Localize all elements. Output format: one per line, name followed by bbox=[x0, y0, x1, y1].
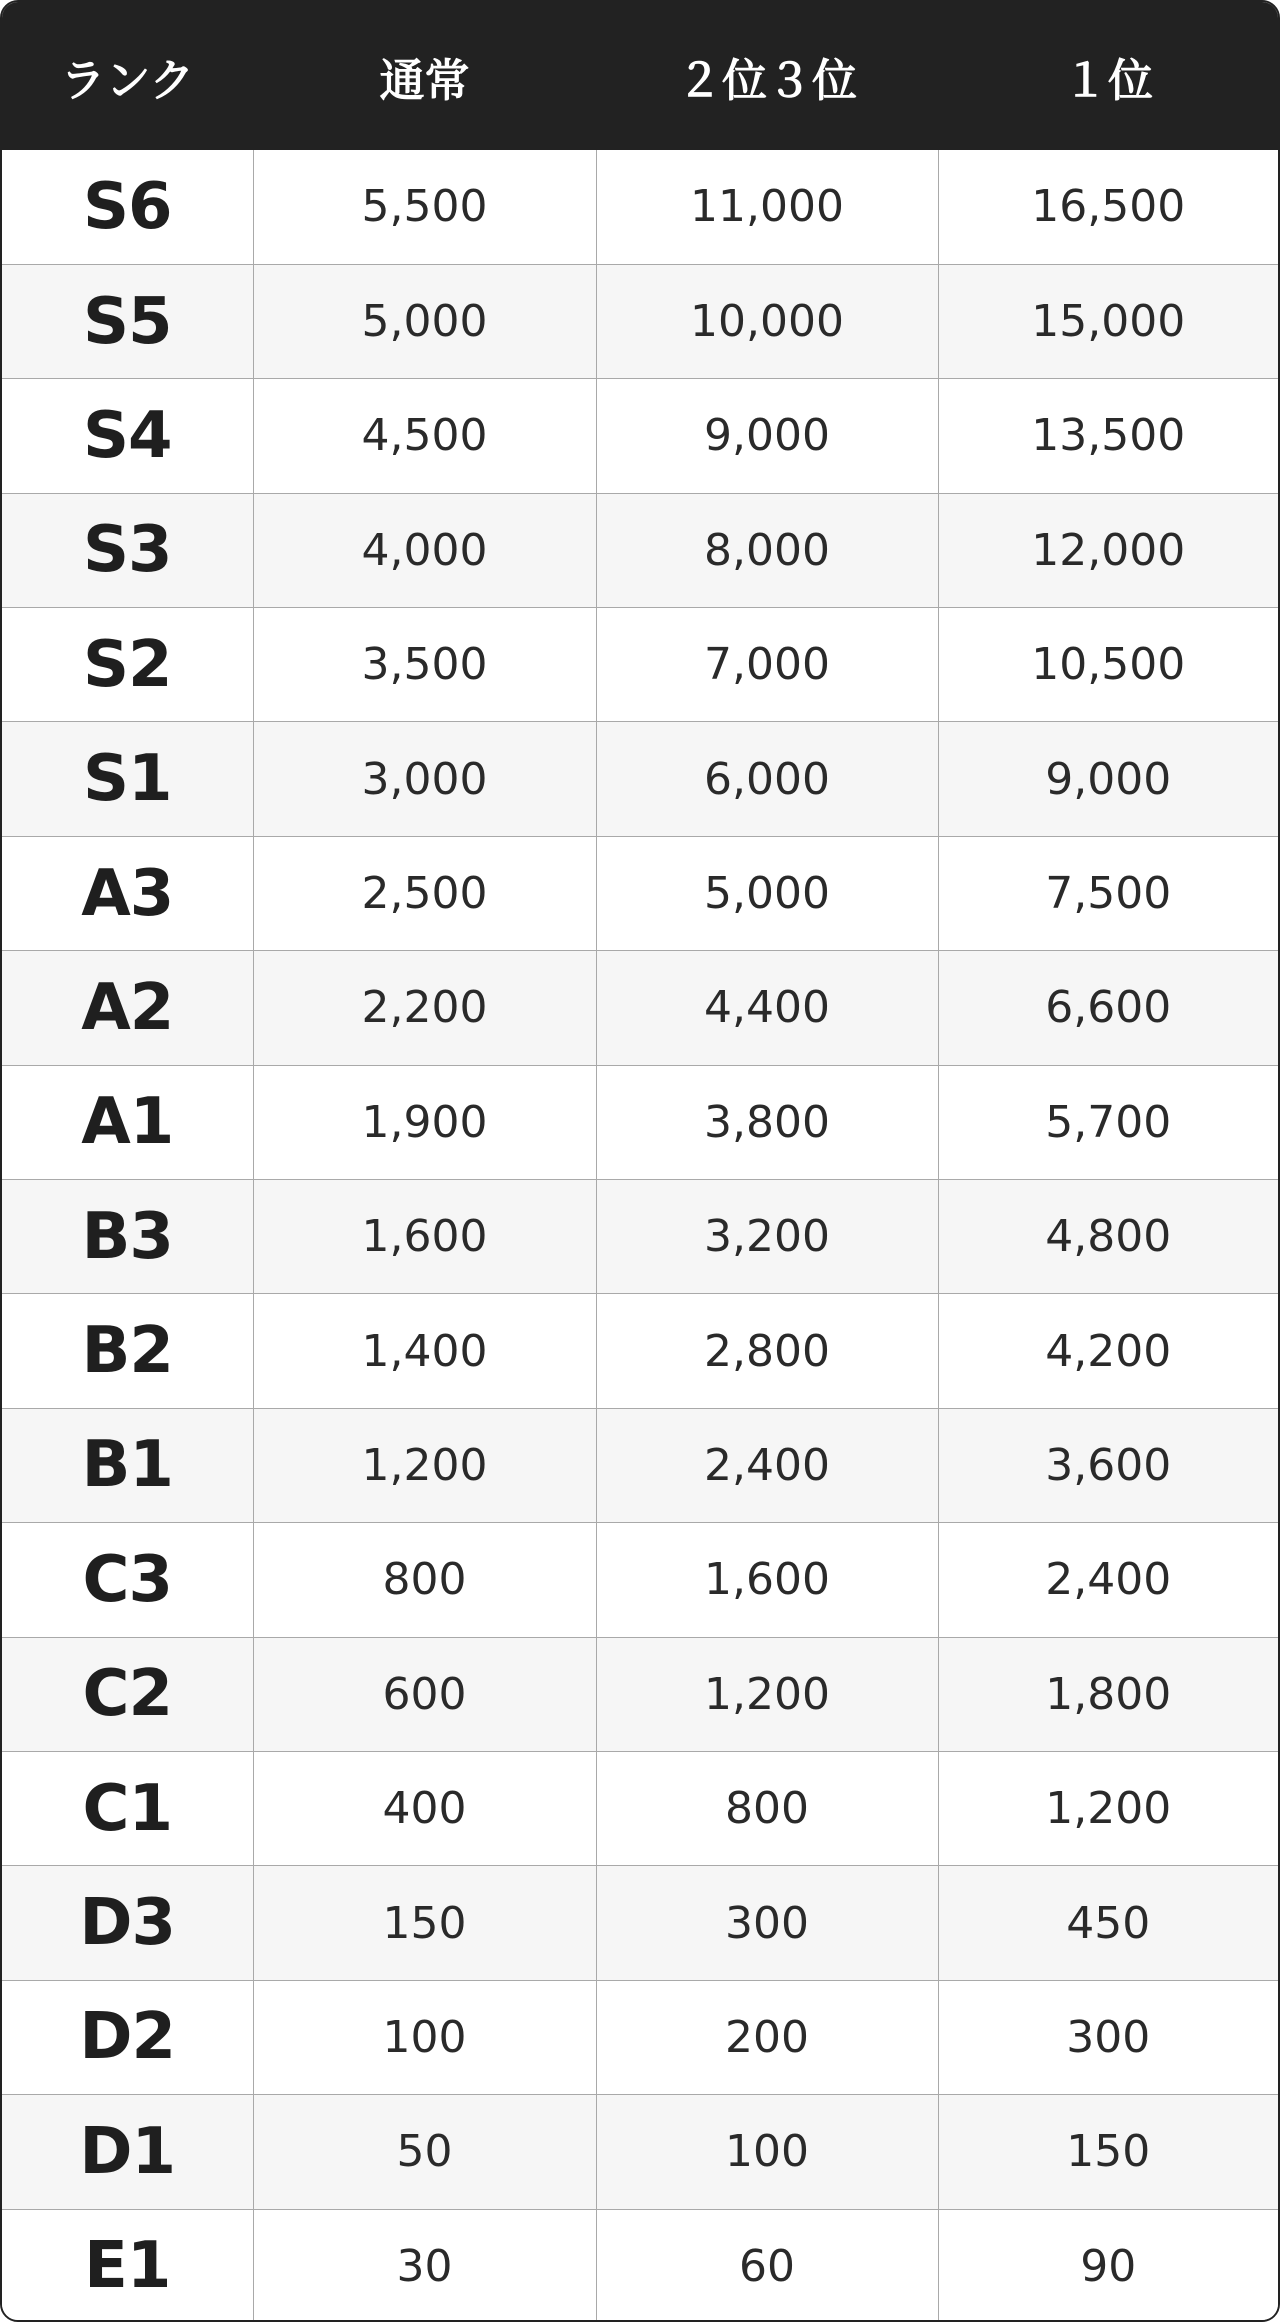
rank-cell: B3 bbox=[2, 1180, 253, 1294]
rank-cell: C2 bbox=[2, 1637, 253, 1751]
place-1-value-cell: 15,000 bbox=[938, 264, 1278, 378]
rank-table bbox=[2, 2, 1278, 2322]
place-2-3-value-cell: 2,400 bbox=[596, 1408, 938, 1522]
normal-value-cell: 1,400 bbox=[253, 1294, 596, 1408]
rank-cell: C3 bbox=[2, 1523, 253, 1637]
rank-cell: B1 bbox=[2, 1408, 253, 1522]
normal-value-cell: 30 bbox=[253, 2209, 596, 2322]
place-2-3-value-cell: 300 bbox=[596, 1866, 938, 1980]
place-2-3-value-cell: 200 bbox=[596, 1980, 938, 2094]
place-1-value-cell: 9,000 bbox=[938, 722, 1278, 836]
place-1-value-cell: 300 bbox=[938, 1980, 1278, 2094]
normal-value-cell: 3,500 bbox=[253, 608, 596, 722]
normal-value-cell: 5,500 bbox=[253, 150, 596, 264]
normal-value-cell: 2,200 bbox=[253, 951, 596, 1065]
table-row bbox=[2, 1294, 1278, 1408]
place-1-value-cell: 450 bbox=[938, 1866, 1278, 1980]
place-2-3-value-cell: 11,000 bbox=[596, 150, 938, 264]
place-1-value-cell: 7,500 bbox=[938, 836, 1278, 950]
table-header bbox=[2, 2, 1278, 150]
normal-value-cell: 2,500 bbox=[253, 836, 596, 950]
rank-cell: D3 bbox=[2, 1866, 253, 1980]
header-place-1: １位 bbox=[1062, 54, 1153, 106]
normal-value-cell: 5,000 bbox=[253, 264, 596, 378]
normal-value-cell: 50 bbox=[253, 2095, 596, 2209]
place-1-value-cell: 4,800 bbox=[938, 1180, 1278, 1294]
place-2-3-value-cell: 3,200 bbox=[596, 1180, 938, 1294]
normal-value-cell: 4,000 bbox=[253, 493, 596, 607]
table-row bbox=[2, 1180, 1278, 1294]
rank-cell: A3 bbox=[2, 836, 253, 950]
table-row bbox=[2, 1637, 1278, 1751]
header-normal: 通常 bbox=[379, 54, 470, 106]
table-row bbox=[2, 1523, 1278, 1637]
table-row bbox=[2, 1751, 1278, 1865]
place-1-value-cell: 2,400 bbox=[938, 1523, 1278, 1637]
rank-cell: A2 bbox=[2, 951, 253, 1065]
place-2-3-value-cell: 9,000 bbox=[596, 379, 938, 493]
table-row bbox=[2, 722, 1278, 836]
rank-cell: S6 bbox=[2, 150, 253, 264]
place-2-3-value-cell: 6,000 bbox=[596, 722, 938, 836]
place-1-value-cell: 90 bbox=[1080, 2240, 1137, 2292]
place-1-value-cell: 10,500 bbox=[938, 608, 1278, 722]
table-row bbox=[2, 1408, 1278, 1522]
place-1-value-cell: 13,500 bbox=[938, 379, 1278, 493]
table-row bbox=[2, 836, 1278, 950]
place-1-value-cell: 6,600 bbox=[938, 951, 1278, 1065]
normal-value-cell: 100 bbox=[253, 1980, 596, 2094]
table-body bbox=[2, 150, 1278, 2322]
place-2-3-value-cell: 2,800 bbox=[596, 1294, 938, 1408]
place-1-value-cell: 150 bbox=[938, 2095, 1278, 2209]
table-row bbox=[2, 1065, 1278, 1179]
normal-value-cell: 150 bbox=[253, 1866, 596, 1980]
rank-cell: D1 bbox=[2, 2095, 253, 2209]
header-place-2-3: ２位３位 bbox=[676, 54, 857, 106]
place-2-3-value-cell: 8,000 bbox=[596, 493, 938, 607]
header-rank: ランク bbox=[60, 54, 195, 106]
place-2-3-value-cell: 4,400 bbox=[596, 951, 938, 1065]
place-2-3-value-cell: 10,000 bbox=[596, 264, 938, 378]
normal-value-cell: 400 bbox=[253, 1751, 596, 1865]
place-2-3-value-cell: 800 bbox=[596, 1751, 938, 1865]
rank-cell: S4 bbox=[2, 379, 253, 493]
place-1-value-cell: 12,000 bbox=[938, 493, 1278, 607]
table-row bbox=[2, 1980, 1278, 2094]
normal-value-cell: 1,600 bbox=[253, 1180, 596, 1294]
table-row bbox=[2, 493, 1278, 607]
rank-cell: C1 bbox=[2, 1751, 253, 1865]
place-2-3-value-cell: 1,200 bbox=[596, 1637, 938, 1751]
normal-value-cell: 3,000 bbox=[253, 722, 596, 836]
place-2-3-value-cell: 7,000 bbox=[596, 608, 938, 722]
place-1-value-cell: 5,700 bbox=[938, 1065, 1278, 1179]
place-1-value-cell: 4,200 bbox=[938, 1294, 1278, 1408]
normal-value-cell: 4,500 bbox=[253, 379, 596, 493]
rank-cell: S3 bbox=[2, 493, 253, 607]
normal-value-cell: 600 bbox=[253, 1637, 596, 1751]
table-row bbox=[2, 608, 1278, 722]
table-row bbox=[2, 1866, 1278, 1980]
table-row bbox=[2, 951, 1278, 1065]
place-1-value-cell: 16,500 bbox=[938, 150, 1278, 264]
normal-value-cell: 1,200 bbox=[253, 1408, 596, 1522]
header-row bbox=[2, 2, 1278, 150]
rank-cell: A1 bbox=[2, 1065, 253, 1179]
rank-cell: E1 bbox=[2, 2209, 253, 2322]
place-2-3-value-cell: 3,800 bbox=[596, 1065, 938, 1179]
normal-value-cell: 1,900 bbox=[253, 1065, 596, 1179]
place-1-value-cell: 1,800 bbox=[938, 1637, 1278, 1751]
place-1-value-cell: 1,200 bbox=[938, 1751, 1278, 1865]
table-row bbox=[2, 150, 1278, 264]
place-2-3-value-cell: 1,600 bbox=[596, 1523, 938, 1637]
rank-cell: S5 bbox=[2, 264, 253, 378]
table-row bbox=[2, 379, 1278, 493]
rank-cell: S1 bbox=[2, 722, 253, 836]
table-row bbox=[2, 2095, 1278, 2209]
place-2-3-value-cell: 100 bbox=[596, 2095, 938, 2209]
table-row bbox=[2, 264, 1278, 378]
place-2-3-value-cell: 60 bbox=[596, 2209, 938, 2322]
table-row bbox=[2, 2209, 1278, 2322]
rank-cell: S2 bbox=[2, 608, 253, 722]
place-2-3-value-cell: 5,000 bbox=[596, 836, 938, 950]
rank-cell: D2 bbox=[2, 1980, 253, 2094]
normal-value-cell: 800 bbox=[253, 1523, 596, 1637]
place-1-value-cell: 3,600 bbox=[938, 1408, 1278, 1522]
rank-cell: B2 bbox=[2, 1294, 253, 1408]
